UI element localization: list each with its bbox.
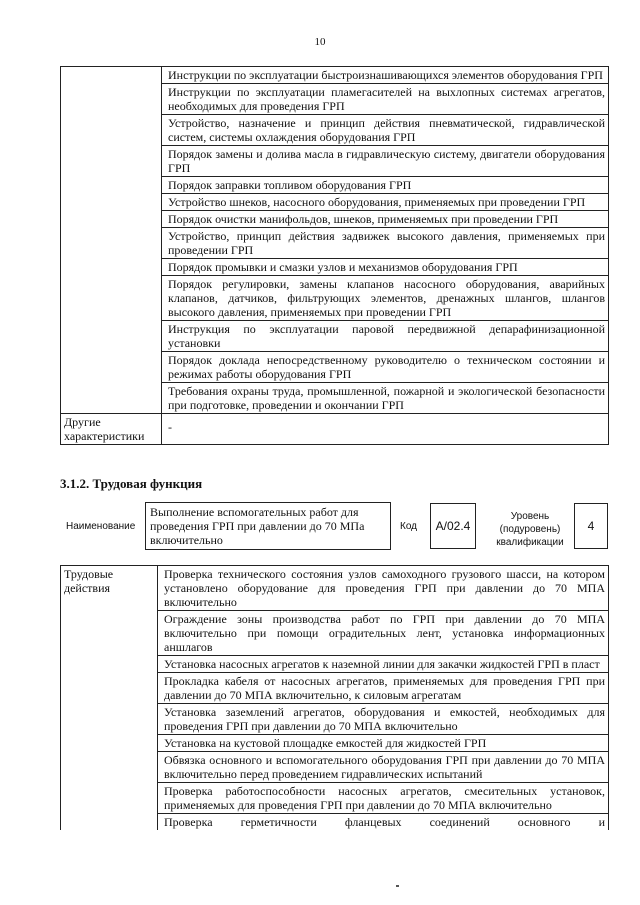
function-name-box: Выполнение вспомогательных работ для проведения ГРП при давлении до 70 МПа включительно xyxy=(145,502,391,550)
labor-actions-table xyxy=(60,565,609,830)
page-number: 10 xyxy=(314,36,326,48)
function-code-box: А/02.4 xyxy=(430,503,476,549)
table-label-cell xyxy=(61,67,162,414)
table-cell: Порядок промывки и смазки узлов и механизмов оборудования ГРП xyxy=(162,259,609,276)
table-cell: Проверка герметичности фланцевых соединений основного и xyxy=(158,814,609,831)
table-cell: Порядок доклада непосредственному руководителю о техническом состоянии и режимах работы оборудования ГРП xyxy=(162,352,609,383)
qualification-level-box: 4 xyxy=(574,503,608,549)
table-cell: Инструкция по эксплуатации паровой передвижной депарафинизационной установки xyxy=(162,321,609,352)
table-cell: Инструкции по эксплуатации быстроизнашивающихся элементов оборудования ГРП xyxy=(162,67,609,84)
table-cell: Прокладка кабеля от насосных агрегатов, применяемых для проведения ГРП при давлении до 70 МПА включительно, к силовым агрегатам xyxy=(158,673,609,704)
table-cell: Проверка технического состояния узлов самоходного грузового шасси, на котором установлено оборудование для проведения ГРП при давлении до 70 МПА включительно xyxy=(158,566,609,611)
knowledge-table xyxy=(60,66,609,445)
table-cell: Устройство шнеков, насосного оборудования, применяемых при проведении ГРП xyxy=(162,194,609,211)
code-label: Код xyxy=(400,521,418,532)
table-row xyxy=(61,566,609,611)
labor-actions-label: Трудовые действия xyxy=(61,566,158,831)
table-cell: Установка заземлений агрегатов, оборудования и емкостей, необходимых для проведения ГРП при давлении до 70 МПА включительно xyxy=(158,704,609,735)
table-cell: Обвязка основного и вспомогательного оборудования ГРП при давлении до 70 МПА включительно перед проведением гидравлических испытаний xyxy=(158,752,609,783)
scan-mark xyxy=(396,885,399,887)
table-cell: Установка на кустовой площадке емкостей для жидкостей ГРП xyxy=(158,735,609,752)
table-cell: Проверка работоспособности насосных агрегатов, смесительных установок, применяемых для проведения ГРП при давлении до 70 МПА включительно xyxy=(158,783,609,814)
section-heading: 3.1.2. Трудовая функция xyxy=(60,476,203,491)
table-cell: Устройство, назначение и принцип действия пневматической, гидравлической систем, системы охлаждения оборудования ГРП xyxy=(162,115,609,146)
table-cell: Порядок регулировки, замены клапанов насосного оборудования, аварийных клапанов, датчиков, фильтрующих элементов, дренажных шлангов, шлангов высокого давления, применяемых при проведении ГРП xyxy=(162,276,609,321)
table-cell: Порядок замены и долива масла в гидравлическую систему, двигатели оборудования ГРП xyxy=(162,146,609,177)
table-cell: Требования охраны труда, промышленной, пожарной и экологической безопасности при подготовке, проведении и окончании ГРП xyxy=(162,383,609,414)
table-cell: Устройство, принцип действия задвижек высокого давления, применяемых при проведении ГРП xyxy=(162,228,609,259)
table-cell: Порядок очистки манифольдов, шнеков, применяемых при проведении ГРП xyxy=(162,211,609,228)
other-characteristics-value: - xyxy=(162,414,609,445)
level-label: Уровень (подуровень) квалификации xyxy=(496,511,564,548)
name-label: Наименование xyxy=(66,521,136,532)
table-cell: Инструкции по эксплуатации пламегасителей на выхлопных системах агрегатов, необходимых для проведения ГРП xyxy=(162,84,609,115)
table-cell: Порядок заправки топливом оборудования ГРП xyxy=(162,177,609,194)
table-row xyxy=(61,414,609,445)
table-cell: Ограждение зоны производства работ по ГРП при давлении до 70 МПА включительно при помощи оградительных лент, установка информационных аншлагов xyxy=(158,611,609,656)
table-row xyxy=(61,67,609,84)
other-characteristics-label: Другие характеристики xyxy=(61,414,162,445)
table-cell: Установка насосных агрегатов к наземной линии для закачки жидкостей ГРП в пласт xyxy=(158,656,609,673)
